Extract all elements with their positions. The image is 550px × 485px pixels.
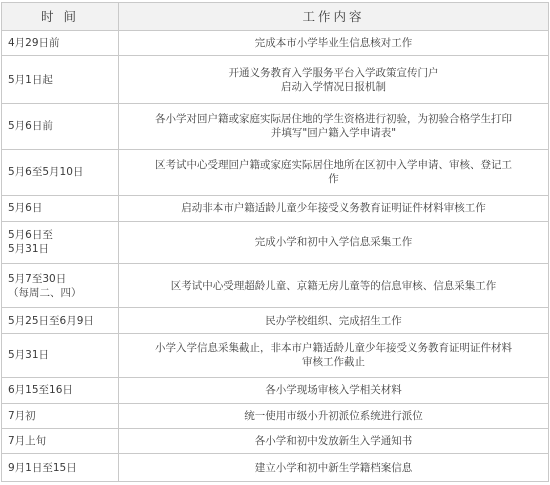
- table-row: [2, 104, 549, 150]
- table-row: [2, 149, 549, 196]
- row-task: 统一使用市级小升初派位系统进行派位: [119, 403, 549, 428]
- row-task: 完成本市小学毕业生信息核对工作: [119, 31, 549, 56]
- row-date: 7月初: [2, 403, 119, 428]
- table-row: [2, 429, 549, 454]
- row-date: 5月6日: [2, 196, 119, 221]
- row-task: 区考试中心受理回户籍或家庭实际居住地所在区初中入学申请、审核、登记工 作: [119, 149, 549, 196]
- table-row: [2, 403, 549, 428]
- row-task: 区考试中心受理超龄儿童、京籍无房儿童等的信息审核、信息采集工作: [119, 263, 549, 307]
- row-date: 7月上旬: [2, 429, 119, 454]
- table-row: [2, 31, 549, 56]
- table-row: [2, 263, 549, 307]
- row-date: 9月1日至15日: [2, 454, 119, 482]
- header-time: 时 间: [2, 3, 119, 31]
- row-date: 5月7至30日 （每周二、四）: [2, 263, 119, 307]
- schedule-table: [1, 2, 549, 482]
- table-header-row: [2, 3, 549, 31]
- table-row: [2, 56, 549, 104]
- row-date: 5月6日至 5月31日: [2, 221, 119, 263]
- row-date: 5月6日前: [2, 104, 119, 150]
- table-row: [2, 333, 549, 377]
- row-date: 5月25日至6月9日: [2, 308, 119, 333]
- row-date: 5月31日: [2, 333, 119, 377]
- row-task: 小学入学信息采集截止，非本市户籍适龄儿童少年接受义务教育证明证件材料 审核工作截止: [119, 333, 549, 377]
- row-task: 各小学和初中发放新生入学通知书: [119, 429, 549, 454]
- row-task: 建立小学和初中新生学籍档案信息: [119, 454, 549, 482]
- row-date: 6月15至16日: [2, 378, 119, 403]
- row-task: 完成小学和初中入学信息采集工作: [119, 221, 549, 263]
- row-date: 5月1日起: [2, 56, 119, 104]
- table-row: [2, 221, 549, 263]
- table-row: [2, 196, 549, 221]
- table-row: [2, 454, 549, 482]
- row-task: 民办学校组织、完成招生工作: [119, 308, 549, 333]
- row-task: 启动非本市户籍适龄儿童少年接受义务教育证明证件材料审核工作: [119, 196, 549, 221]
- row-task: 各小学现场审核入学相关材料: [119, 378, 549, 403]
- table-row: [2, 378, 549, 403]
- row-date: 5月6至5月10日: [2, 149, 119, 196]
- table-row: [2, 308, 549, 333]
- row-task: 开通义务教育入学服务平台入学政策宣传门户 启动入学情况日报机制: [119, 56, 549, 104]
- row-date: 4月29日前: [2, 31, 119, 56]
- row-task: 各小学对回户籍或家庭实际居住地的学生资格进行初验，为初验合格学生打印 并填写"回户籍入学申请表": [119, 104, 549, 150]
- header-content: 工作内容: [119, 3, 549, 31]
